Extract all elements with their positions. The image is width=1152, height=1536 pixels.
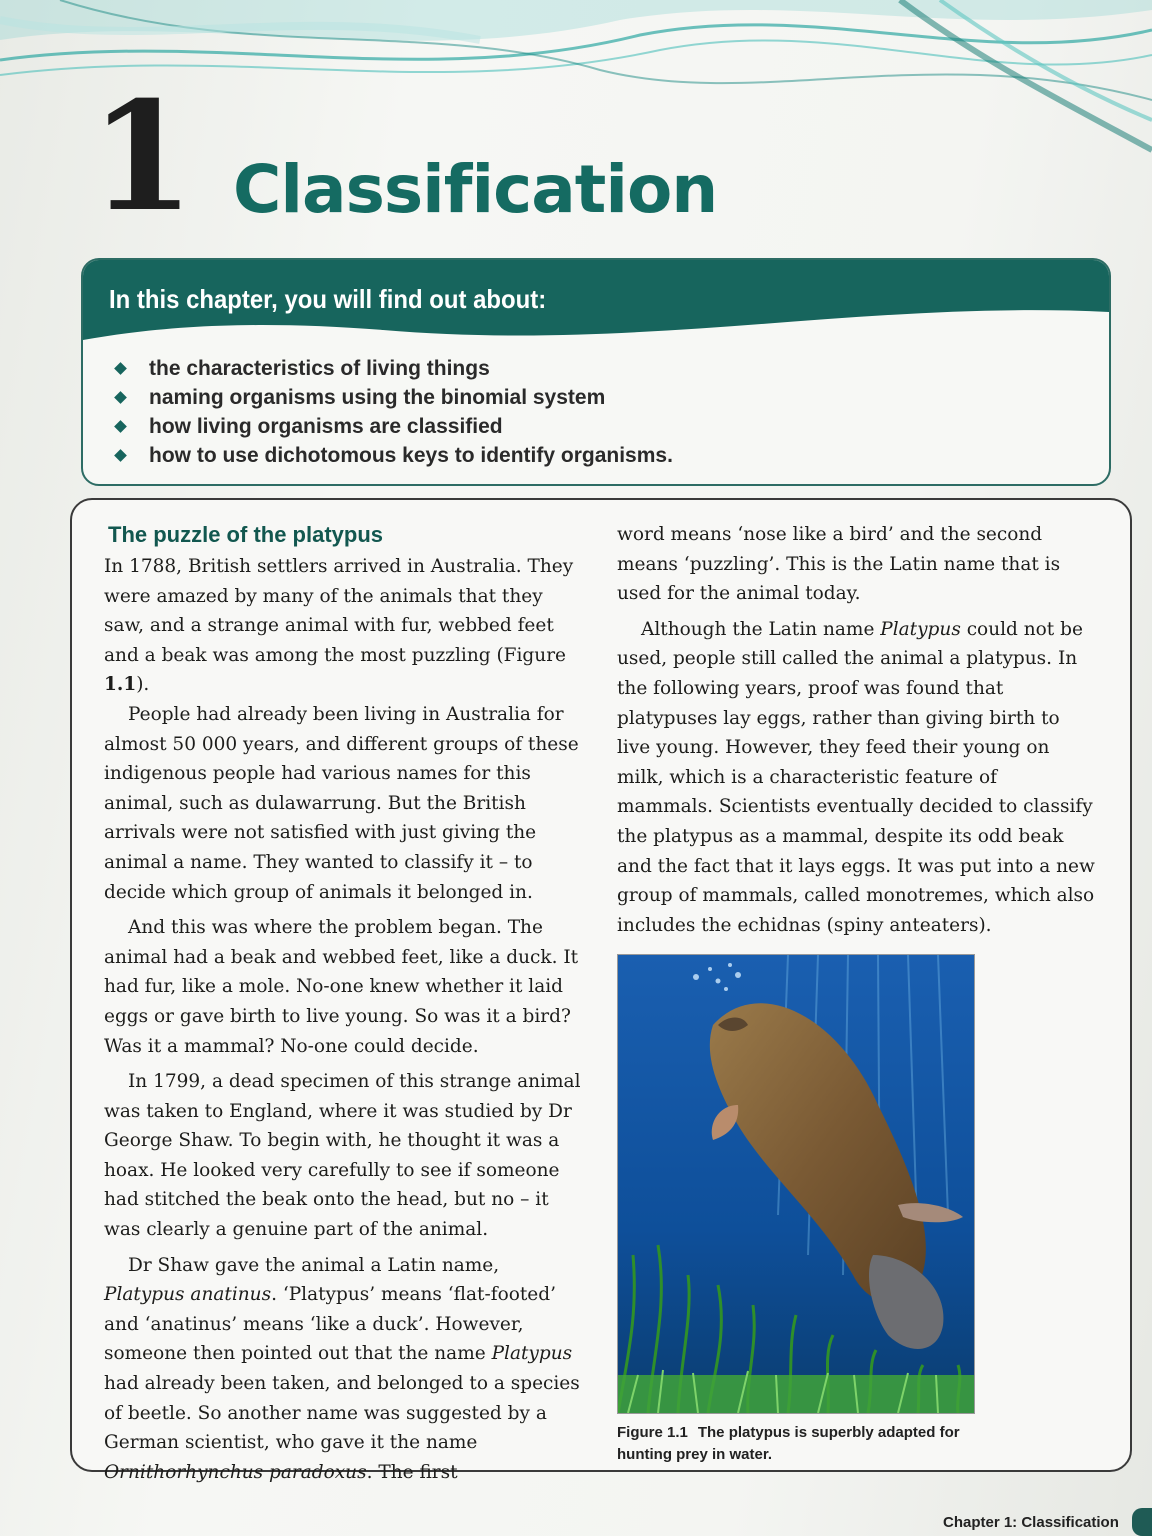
list-item-text: how living organisms are classified [149,415,503,438]
latin-name: Platypus anatinus [104,1284,272,1306]
paragraph: In 1799, a dead specimen of this strange animal was taken to England, where it was studied by Dr George Shaw. To begin with, he thought it was a hoax. He looked very carefully to see if someone had stitched the beak onto the head, but no – it was clearly a genuine part of the animal. [104,1071,581,1241]
paragraph: Although the Latin name Platypus could not be used, people still called the animal a platypus. In the following years, proof was found that platypuses lay eggs, rather than giving birth to live young. However, they feed their young on milk, which is a characteristic feature of mammals. Scientists eventually decided to classify the platypus as a mammal, despite its odd beak and the fact that it lays eggs. It was put into a new group of mammals, called monotremes, which also includes the echidnas (spiny anteaters). [617,618,1095,936]
story-left-column [104,522,582,1487]
list-item [111,412,673,441]
diamond-bullet-icon [114,420,127,433]
diamond-bullet-icon [114,391,127,404]
paragraph: In 1788, British settlers arrived in Australia. They were amazed by many of the animals that they saw, and a strange animal with fur, webbed feet and a beak was among the most puzzling (Figure 1.1). [104,556,574,696]
figure-label: Figure 1.1 [617,1424,688,1442]
list-item [111,354,673,383]
list-item-text: the characteristics of living things [149,357,490,380]
figure-caption [617,1422,1007,1466]
figure-reference: 1.1 [104,674,137,696]
paragraph: Dr Shaw gave the animal a Latin name, Platypus anatinus. ‘Platypus’ means ‘flat-footed’ and ‘anatinus’ means ‘like a duck’. However, someone then pointed out that the name Platypus had already been taken, and belonged to a species of beetle. So another name was suggested by a German scientist, who gave it the name Ornithorhynchus paradoxus. The first [104,1254,580,1483]
figure-caption-text: The platypus is superbly adapted for hunting prey in water. [617,1424,960,1464]
paragraph: People had already been living in Australia for almost 50 000 years, and different groups of these indigenous people had various names for this animal, such as dulawarrung. But the British arrivals were not satisfied with just giving the animal a name. They wanted to classify it – to decide which group of animals it belonged in. [104,703,579,903]
story-right-column [617,520,1095,1466]
latin-name: Ornithorhynchus paradoxus [104,1461,367,1483]
diamond-bullet-icon [114,449,127,462]
chapter-overview-box [81,258,1111,486]
chapter-number: 1 [90,69,195,245]
latin-name: Platypus [880,618,961,640]
paragraph: And this was where the problem began. The animal had a beak and webbed feet, like a duck. It had fur, like a mole. No-one knew whether it laid eggs or gave birth to live young. So was it a bird? Was it a mammal? No-one could decide. [104,917,579,1057]
list-item [111,383,673,412]
latin-name: Platypus [491,1343,573,1365]
diamond-bullet-icon [114,362,127,375]
page-footer: Chapter 1: Classification [943,1514,1119,1531]
overview-heading: In this chapter, you will find out about: [109,284,547,314]
list-item [111,441,673,470]
page-tab-marker [1132,1508,1152,1536]
overview-list [111,354,673,470]
paragraph: word means ‘nose like a bird’ and the second means ‘puzzling’. This is the Latin name that is used for the animal today. [617,524,1061,605]
list-item-text: naming organisms using the binomial system [149,386,606,409]
platypus-photo [617,954,975,1414]
platypus-story-box [70,498,1132,1483]
chapter-title: Classification [233,151,718,228]
story-heading: The puzzle of the platypus [108,522,384,547]
list-item-text: how to use dichotomous keys to identify organisms. [149,444,673,467]
